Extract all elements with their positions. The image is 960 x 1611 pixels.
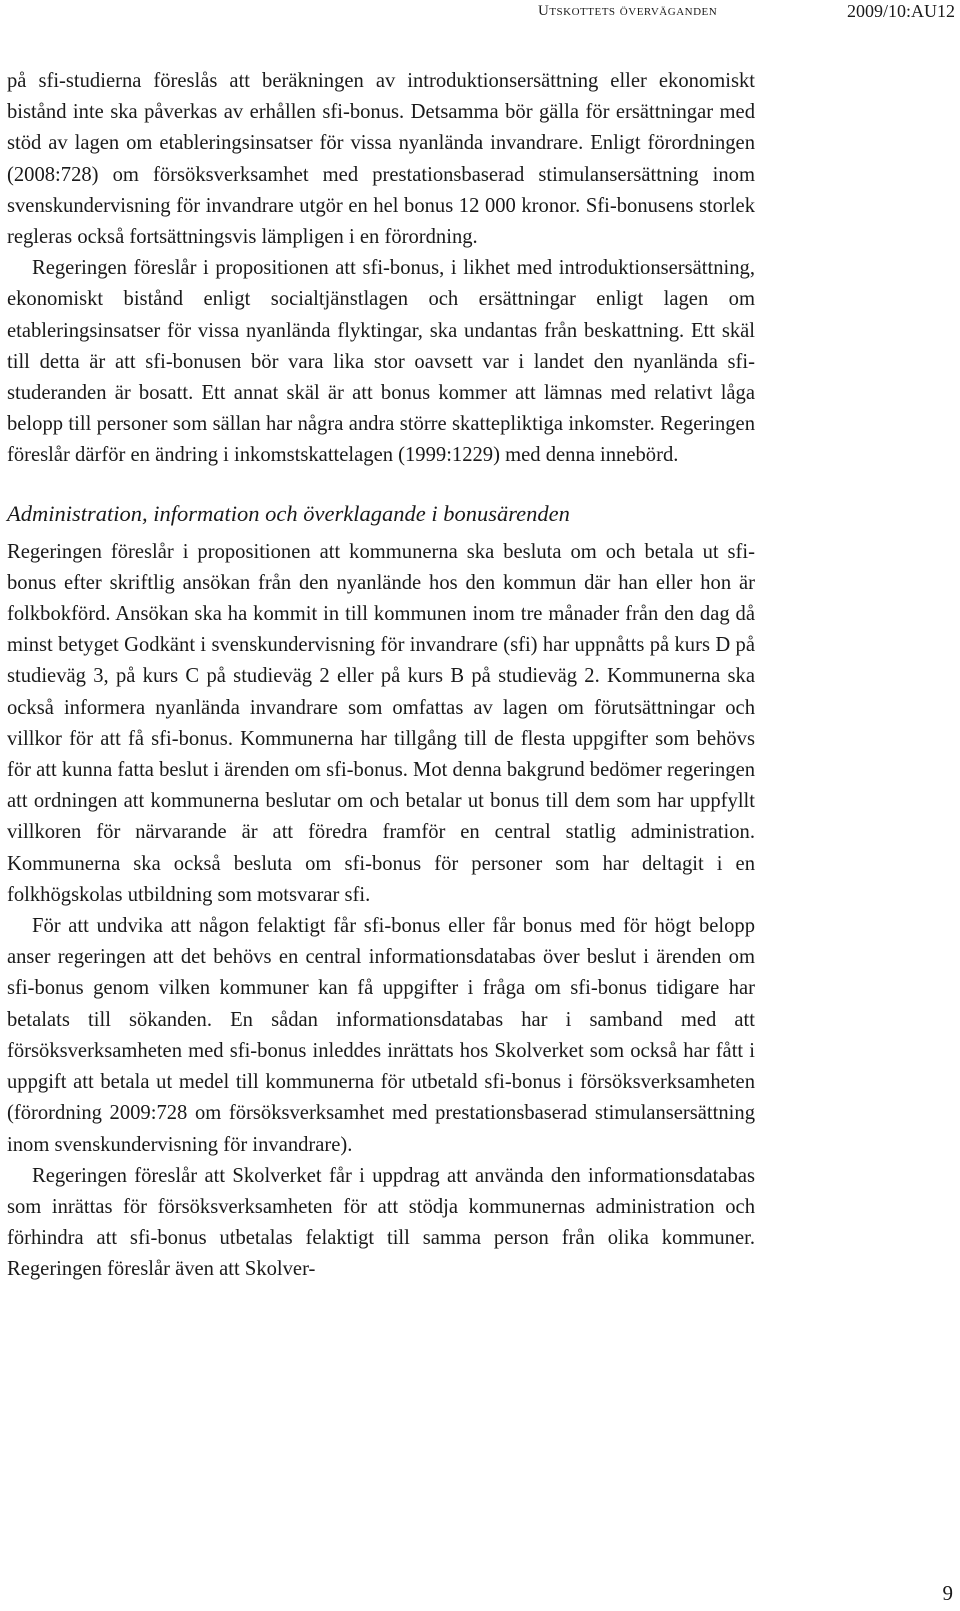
page-number: 9 [942, 1581, 953, 1605]
paragraph: Regeringen föreslår i propositionen att kommunerna ska besluta om och betala ut sfi-bonus efter skriftlig ansökan från den nyanlände hos den kommun där han eller hon är folkbokförd. Ansökan ska ha kommit in till kommunen inom tre månader från den dag då minst betyget Godkänt i svenskundervisning för invandrare (sfi) har uppnåtts på kurs D på studieväg 3, på kurs C på studieväg 2 eller på kurs B på studieväg 2. Kommunerna ska också informera nyanlända invandrare som omfattas av lagen om förutsättningar och villkor för att få sfi-bonus. Kommunerna har tillgång till de flesta uppgifter som behövs för att kunna fatta beslut i ärenden om sfi-bonus. Mot denna bakgrund bedömer regeringen att ordningen att kommunerna beslutar om och betalar ut bonus till dem som har uppfyllt villkoren för närvarande är att föredra framför en central statlig administration. Kommunerna ska också besluta om sfi-bonus för personer som har deltagit i en folkhögskolas utbildning som motsvarar sfi. [7, 540, 756, 906]
section-heading: Administration, information och överklagande i bonusärenden [7, 500, 570, 526]
paragraph: på sfi-studierna föreslås att beräkningen av introduktionsersättning eller ekonomiskt bistånd inte ska påverkas av erhållen sfi-bonus. Detsamma bör gälla för ersättningar med stöd av lagen om etableringsinsatser för vissa nyanlända invandrare. Enligt förordningen (2008:728) om försöksverksamhet med prestationsbaserad stimulansersättning inom svenskundervisning för invandrare utgör en hel bonus 12 000 kronor. Sfi-bonusens storlek regleras också fortsättningsvis lämpligen i en förordning. [7, 70, 755, 249]
document-body [7, 66, 755, 1286]
document-reference: 2009/10:AU12 [847, 1, 955, 21]
paragraph: Regeringen föreslår att Skolverket får i uppdrag att använda den informationsdatabas som inrättas för försöksverksamheten för att stödja kommunernas administration och förhindra att sfi-bonus utbetalas felaktigt till samma person från olika kommuner. Regeringen föreslår även att Skolver- [7, 1164, 755, 1281]
section-title: Utskottets överväganden [538, 3, 718, 19]
paragraph: För att undvika att någon felaktigt får sfi-bonus eller får bonus med för högt belopp anser regeringen att det behövs en central informationsdatabas över beslut i ärenden om sfi-bonus genom vilken kommuner kan få uppgifter i fråga om sfi-bonus tidigare har betalats till sökanden. En sådan informationsdatabas har i samband med att försöksverksamheten med sfi-bonus inleddes inrättats hos Skolverket som också har fått i uppgift att betala ut medel till kommunerna för utbetald sfi-bonus i försöksverksamheten (förordning 2009:728 om försöksverksamhet med prestationsbaserad stimulansersättning inom svenskundervisning för invandrare). [7, 915, 755, 1156]
paragraph: Regeringen föreslår i propositionen att sfi-bonus, i likhet med introduktionsersättning, ekonomiskt bistånd enligt socialtjänstlagen och ersättningar enligt lagen om etableringsinsatser för vissa nyanlända flyktingar, ska undantas från beskattning. Ett skäl till detta är att sfi-bonusen bör vara lika stor oavsett var i landet den nyanlända sfi-studeranden är bosatt. Ett annat skäl är att bonus kommer att lämnas med relativt låga belopp till personer som sällan har några andra större skattepliktiga inkomster. Regeringen föreslår därför en ändring i inkomstskattelagen (1999:1229) med denna innebörd. [7, 257, 755, 467]
page-header [0, 0, 960, 28]
